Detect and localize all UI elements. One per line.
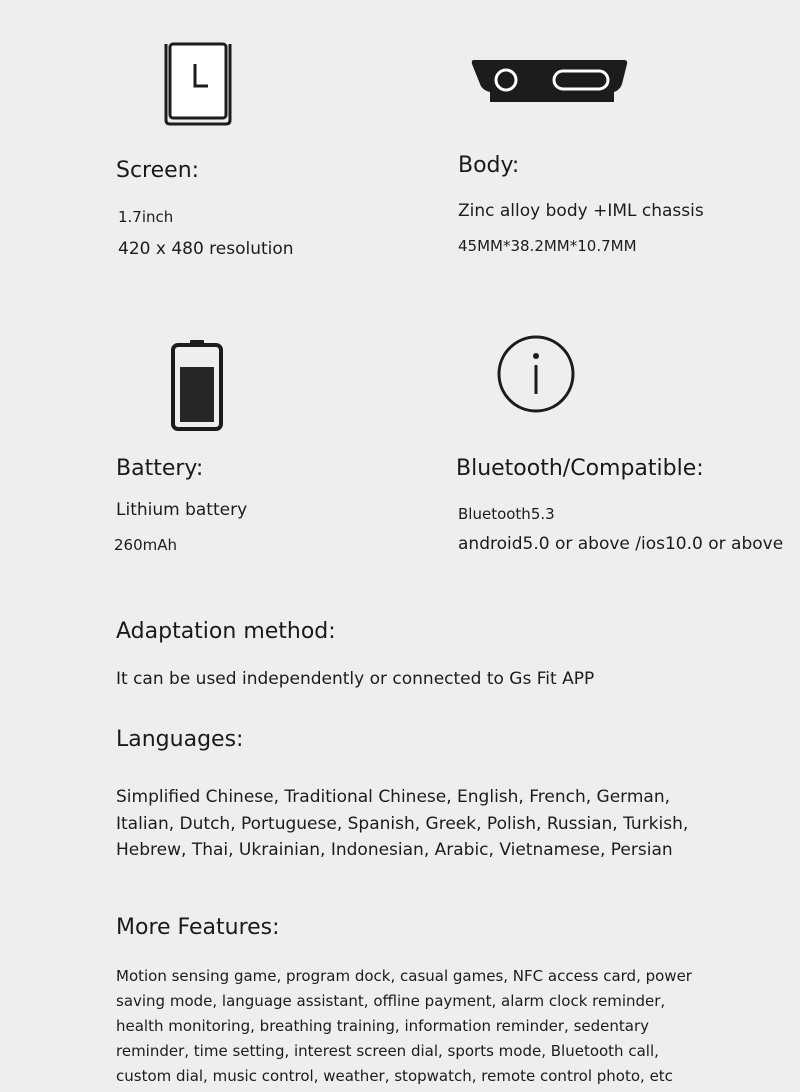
languages-line: Hebrew, Thai, Ukrainian, Indonesian, Arabic, Vietnamese, Persian [116, 840, 673, 860]
features-title: More Features: [116, 915, 280, 940]
features-line: reminder, time setting, interest screen dial, sports mode, Bluetooth call, [116, 1042, 659, 1060]
bluetooth-title: Bluetooth/Compatible: [456, 456, 704, 481]
body-profile-icon [468, 54, 632, 106]
features-line: health monitoring, breathing training, information reminder, sedentary [116, 1017, 650, 1035]
body-material: Zinc alloy body +IML chassis [458, 201, 704, 221]
battery-icon [168, 338, 226, 434]
battery-capacity: 260mAh [114, 536, 178, 554]
features-line: Motion sensing game, program dock, casual games, NFC access card, power [116, 967, 692, 985]
body-dimensions: 45MM*38.2MM*10.7MM [458, 237, 637, 255]
compatibility: android5.0 or above /ios10.0 or above [458, 534, 784, 554]
adaptation-title: Adaptation method: [116, 619, 336, 644]
screen-resolution: 420 x 480 resolution [118, 239, 294, 259]
battery-title: Battery: [116, 456, 204, 481]
adaptation-text: It can be used independently or connected to Gs Fit APP [116, 669, 595, 689]
screen-title: Screen: [116, 158, 200, 183]
screen-size: 1.7inch [118, 208, 174, 226]
bluetooth-version: Bluetooth5.3 [458, 505, 555, 523]
body-title: Body: [458, 153, 520, 178]
screen-icon [160, 40, 236, 128]
languages-title: Languages: [116, 727, 244, 752]
battery-type: Lithium battery [116, 500, 248, 520]
features-line: saving mode, language assistant, offline payment, alarm clock reminder, [116, 992, 666, 1010]
info-icon [494, 332, 578, 416]
languages-line: Simplified Chinese, Traditional Chinese, English, French, German, [116, 787, 671, 807]
languages-line: Italian, Dutch, Portuguese, Spanish, Greek, Polish, Russian, Turkish, [116, 813, 689, 834]
languages-list [116, 784, 756, 864]
features-line: custom dial, music control, weather, stopwatch, remote control photo, etc [116, 1067, 673, 1085]
features-list [116, 964, 756, 1089]
